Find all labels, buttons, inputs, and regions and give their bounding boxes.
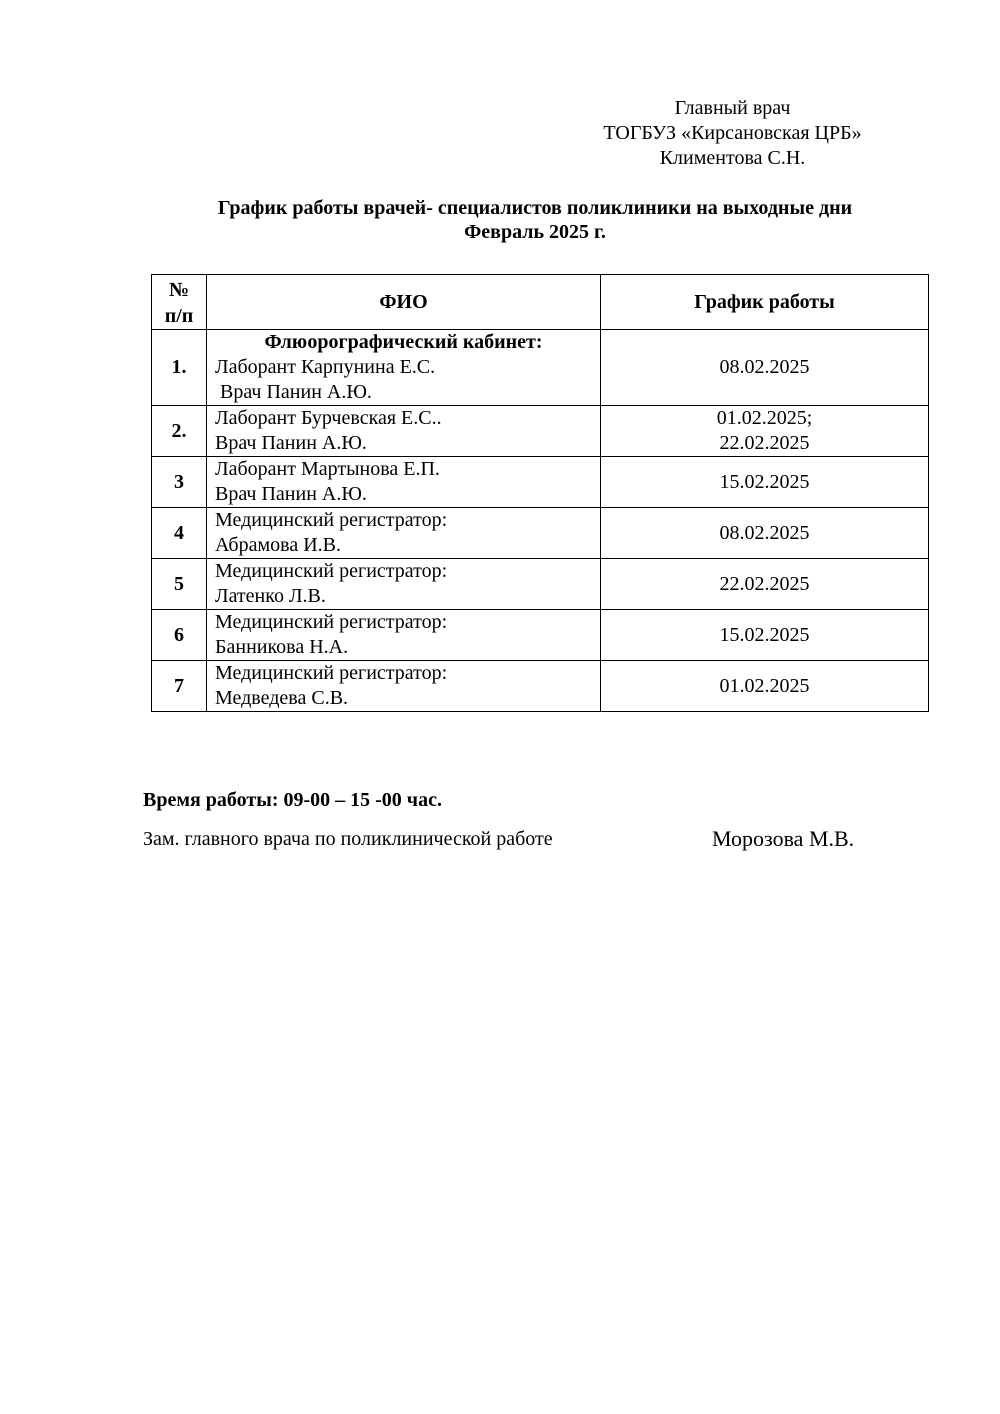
row-fio: Медицинский регистратор: Банникова Н.А.	[207, 610, 601, 661]
row-date: 08.02.2025	[601, 330, 929, 406]
table-header-row	[152, 275, 929, 330]
row-fio: Лаборант Бурчевская Е.С.. Врач Панин А.Ю.	[207, 406, 601, 457]
row-date: 22.02.2025	[601, 559, 929, 610]
table-row	[152, 406, 929, 457]
schedule-table	[151, 274, 929, 712]
row-number: 4	[152, 508, 207, 559]
row-date: 01.02.2025; 22.02.2025	[601, 406, 929, 457]
table-row	[152, 610, 929, 661]
approval-block	[560, 96, 905, 171]
header-number: № п/п	[152, 275, 207, 330]
table-row	[152, 330, 929, 406]
row-fio: Медицинский регистратор: Абрамова И.В.	[207, 508, 601, 559]
row-number: 6	[152, 610, 207, 661]
approval-organization: ТОГБУЗ «Кирсановская ЦРБ»	[603, 122, 862, 144]
row-fio: Лаборант Мартынова Е.П. Врач Панин А.Ю.	[207, 457, 601, 508]
signature-block	[143, 828, 903, 851]
work-hours: Время работы: 09-00 – 15 -00 час.	[143, 789, 442, 811]
row-number: 3	[152, 457, 207, 508]
row-date: 15.02.2025	[601, 610, 929, 661]
row-number: 5	[152, 559, 207, 610]
title-line: График работы врачей- специалистов поликлиники на выходные дни	[217, 197, 853, 219]
row-number: 7	[152, 661, 207, 712]
approval-position: Главный врач	[674, 97, 791, 119]
section-heading: Флюорографический кабинет:	[264, 331, 543, 353]
table-row	[152, 559, 929, 610]
document-title	[100, 196, 970, 244]
table-row	[152, 457, 929, 508]
table-row	[152, 508, 929, 559]
row-fio: Флюорографический кабинет: Лаборант Карпунина Е.С. Врач Панин А.Ю.	[207, 330, 601, 406]
row-fio: Медицинский регистратор: Латенко Л.В.	[207, 559, 601, 610]
row-number: 1.	[152, 330, 207, 406]
row-date: 15.02.2025	[601, 457, 929, 508]
row-number: 2.	[152, 406, 207, 457]
header-schedule: График работы	[601, 275, 929, 330]
signature-position: Зам. главного врача по поликлинической работе	[143, 828, 553, 850]
table-row	[152, 661, 929, 712]
row-date: 08.02.2025	[601, 508, 929, 559]
row-fio: Медицинский регистратор: Медведева С.В.	[207, 661, 601, 712]
signature-name: Морозова М.В.	[712, 826, 855, 851]
row-date: 01.02.2025	[601, 661, 929, 712]
header-fio: ФИО	[207, 275, 601, 330]
approval-name: Климентова С.Н.	[659, 147, 806, 169]
title-period: Февраль 2025 г.	[464, 221, 606, 243]
